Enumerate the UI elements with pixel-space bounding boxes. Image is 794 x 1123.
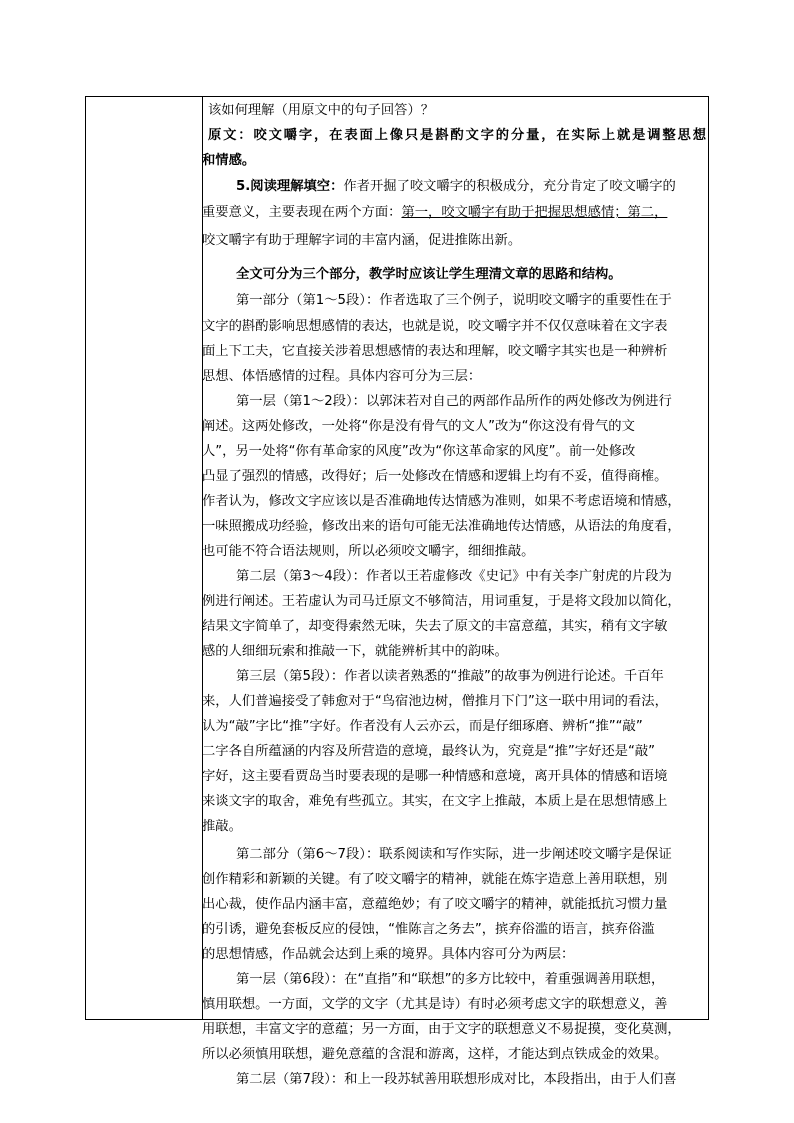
paragraph-line: 二字各自所蕴涵的内容及所营造的意境，最终认为，究竟是“推”字好还是“敲” [202, 744, 656, 759]
paragraph-line: 第一层（第1～2段）：以郭沫若对自己的两部作品所作的两处修改为例进行 [236, 394, 672, 409]
paragraph-line: 的引诱，避免套板反应的侵蚀，“惟陈言之务去”，摈弃俗滥的语言，摈弃俗滥 [202, 922, 655, 937]
paragraph-line: 结果文字简单了，却变得索然无味，失去了原文的丰富意蕴，其实，稍有文字敏 [202, 619, 668, 634]
fill-blank-answer: 咬文嚼字有助于理解字词的丰富内涵，促进推陈出新。 [202, 233, 522, 248]
paragraph-line: 思想、体悟感情的过程。具体内容可分为三层： [202, 369, 482, 384]
answer-line: 和情感。 [202, 153, 256, 168]
paragraph-line: 推敲。 [202, 819, 242, 834]
fill-blank-text: 作者开掘了咬文嚼字的积极成分，充分肯定了咬文嚼字的 [343, 179, 676, 194]
fill-blank-text: 重要意义，主要表现在两个方面： [202, 205, 402, 220]
paragraph-line: 例进行阐述。王若虚认为司马迁原文不够简洁，用词重复，于是将文段加以简化， [202, 594, 681, 609]
paragraph-line: 第三层（第5段）：作者以读者熟悉的“推敲”的故事为例进行论述。千百年 [236, 669, 664, 684]
paragraph-line: 的思想情感，作品就会达到上乘的境界。具体内容可分为两层： [202, 947, 575, 962]
paragraph-line: 凸显了强烈的情感，改得好；后一处修改在情感和逻辑上均有不妥，值得商榷。 [202, 469, 668, 484]
paragraph-line: 阐述。这两处修改，一处将“你是没有骨气的文人”改为“你这没有骨气的文 [202, 419, 635, 434]
paragraph-line: 第二部分（第6～7段）：联系阅读和写作实际，进一步阐述咬文嚼字是保证 [236, 847, 672, 862]
paragraph-line: 第一部分（第1～5段）：作者选取了三个例子，说明咬文嚼字的重要性在于 [236, 293, 672, 308]
fill-blank-line [202, 201, 667, 225]
paragraph-line: 面上下工夫，它直接关涉着思想感情的表达和理解，咬文嚼字其实也是一种辨析 [202, 344, 668, 359]
answer-line: 原文：咬文嚼字，在表面上像只是斟酌文字的分量，在实际上就是调整思想 [208, 128, 706, 143]
paragraph-line: 第二层（第3～4段）：作者以王若虚修改《史记》中有关李广射虎的片段为 [236, 569, 672, 584]
paragraph-line: 文字的斟酌影响思想感情的表达，也就是说，咬文嚼字并不仅仅意味着在文字表 [202, 319, 668, 334]
table [85, 96, 709, 1087]
paragraph-line: 所以必须慎用联想，避免意蕴的含混和游离，这样，才能达到点铁成金的效果。 [202, 1047, 668, 1062]
paragraph-line: 一味照搬成功经验，修改出来的语句可能无法准确地传达情感，从语法的角度看， [202, 519, 681, 534]
paragraph-line: 感的人细细玩索和推敲一下，就能辨析其中的韵味。 [202, 644, 508, 659]
fill-blank-heading: 5.阅读理解填空： [236, 179, 344, 194]
paragraph-line: 来谈文字的取舍，难免有些孤立。其实，在文字上推敲，本质上是在思想情感上 [202, 794, 668, 809]
paragraph-line: 创作精彩和新颖的关键。有了咬文嚼字的精神，就能在炼字造意上善用联想，别 [202, 872, 668, 887]
paragraph-line: 出心裁，使作品内涵丰富，意蕴绝妙；有了咬文嚼字的精神，就能抵抗习惯力量 [202, 897, 668, 912]
paragraph-line: 认为“敲”字比“推”字好。作者没有人云亦云，而是仔细琢磨、辨析“推”“敲” [202, 719, 643, 734]
paragraph-line: 用联想，丰富文字的意蕴；另一方面，由于文字的联想意义不易捉摸，变化莫测， [202, 1022, 681, 1037]
paragraph-line: 慎用联想。一方面，文学的文字（尤其是诗）有时必须考虑文字的联想意义，善 [202, 997, 668, 1012]
question-line: 该如何理解（用原文中的句子回答）？ [208, 103, 435, 118]
summary-line: 全文可分为三个部分，教学时应该让学生理清文章的思路和结构。 [236, 267, 622, 282]
paragraph-line: 也可能不符合语法规则，所以必须咬文嚼字，细细推敲。 [202, 544, 535, 559]
paragraph-line: 作者认为，修改文字应该以是否准确地传达情感为准则，如果不考虑语境和情感， [202, 494, 681, 509]
paragraph-line: 人”，另一处将“你有革命家的风度”改为“你这革命家的风度”。前一处修改 [202, 444, 636, 459]
paragraph-line: 来，人们普遍接受了韩愈对于“鸟宿池边树，僧推月下门”这一联中用词的看法， [202, 694, 668, 709]
fill-blank-line [236, 175, 676, 199]
paragraph-line: 字好，这主要看贾岛当时要表现的是哪一种情感和意境，离开具体的情感和语境 [202, 769, 668, 784]
fill-blank-answer: 第一，咬文嚼字有助于把握思想感情；第二， [401, 205, 668, 220]
paragraph-line: 第一层（第6段）：在“直指”和“联想”的多方比较中，着重强调善用联想， [236, 972, 665, 987]
paragraph-line: 第二层（第7段）：和上一段苏轼善用联想形成对比，本段指出，由于人们喜 [236, 1072, 677, 1087]
